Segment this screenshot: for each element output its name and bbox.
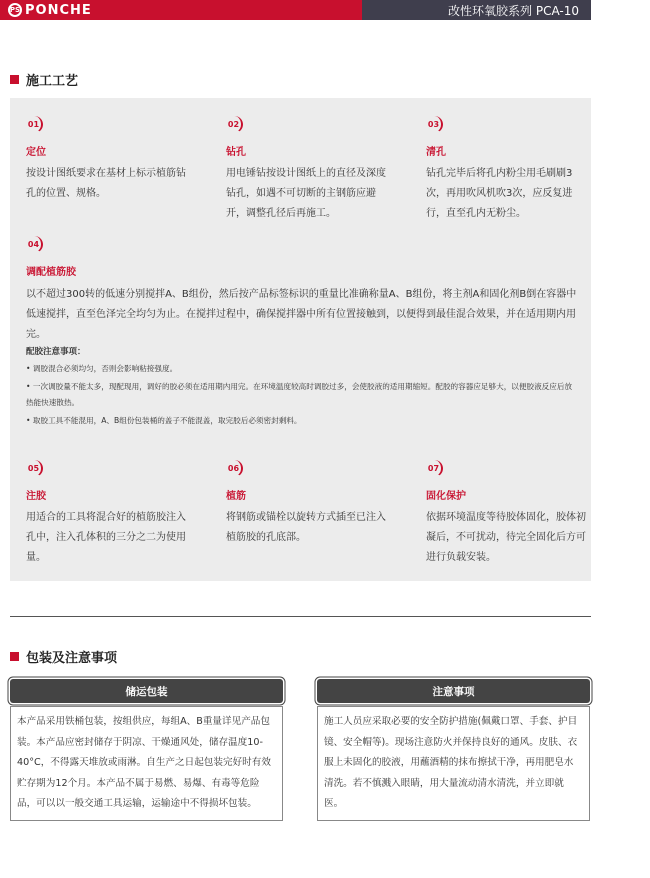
mix-notes-title: 配胶注意事项： (26, 347, 86, 357)
step-title: 钻孔 (226, 147, 246, 158)
caution-box-body: 施工人员应采取必要的安全防护措施(佩戴口罩、手套、护目镜、安全帽等)。现场注意防火并保持良好的通风。皮肤、衣服上未固化的胶液，用蘸酒精的抹布擦拭干净，再用肥皂水清洗。若不慎溅入眼睛，用大量流动清水清洗，并立即就医。 (317, 706, 590, 821)
step-04-body: 以不超过300转的低速分别搅拌A、B组份，然后按产品标签标识的重量比准确称量A、B组份，将主剂A和固化剂B倒在容器中低速搅拌，直至色泽完全均匀为止。在搅拌过程中，确保搅拌器中所有位置接触到，以便得到最佳混合效果，并在适用期内用完。 (26, 289, 577, 340)
header-brand-bar (0, 0, 362, 20)
header-series: 改性环氧胶系列 PCA-10 (362, 0, 591, 20)
step-number-badge: 01 (26, 116, 43, 133)
step-01 (26, 116, 186, 204)
storage-box-title: 储运包装 (10, 679, 283, 703)
step-02 (226, 116, 386, 224)
step-number-badge: 07 (426, 460, 443, 477)
step-number-badge: 02 (226, 116, 243, 133)
mix-note-item: • 一次调胶量不能太多，现配现用，调好的胶必须在适用期内用完。在环境温度较高时调胶过多，会使胶液的适用期缩短。配胶的容器应足够大，以便胶液反应后放热能快速散热。 (26, 382, 573, 407)
section-marker-icon (10, 652, 19, 661)
section-marker-icon (10, 75, 19, 84)
section-title-packaging (10, 647, 117, 666)
section-title-text: 包装及注意事项 (26, 651, 118, 666)
step-title: 注胶 (26, 491, 46, 502)
brand-name: PONCHE (25, 2, 92, 18)
mix-note-item: • 取胶工具不能混用，A、B组份包装桶的盖子不能混盖，取完胶后必须密封剩料。 (26, 416, 302, 425)
step-number-badge: 03 (426, 116, 443, 133)
step-body: 用电锤钻按设计图纸上的直径及深度钻孔，如遇不可切断的主钢筋应避开，调整孔径后再施工。 (226, 168, 386, 219)
step-06 (226, 460, 386, 548)
step-body: 用适合的工具将混合好的植筋胶注入孔中，注入孔体积的三分之二为使用量。 (26, 512, 186, 563)
section-divider (10, 616, 591, 617)
step-03 (426, 116, 586, 224)
step-title: 固化保护 (426, 491, 466, 502)
step-title: 调配植筋胶 (26, 267, 76, 278)
step-07 (426, 460, 586, 568)
brand-logo-icon: PS (8, 3, 22, 17)
section-title-text: 施工工艺 (26, 74, 79, 89)
storage-box (10, 679, 283, 821)
step-number-badge: 06 (226, 460, 243, 477)
step-number-badge: 04 (26, 236, 43, 253)
step-04 (26, 236, 576, 278)
step-05 (26, 460, 186, 568)
process-panel (10, 98, 591, 581)
step-title: 清孔 (426, 147, 446, 158)
step-body: 依据环境温度等待胶体固化，胶体初凝后，不可扰动，待完全固化后方可进行负载安装。 (426, 512, 586, 563)
step-body: 按设计图纸要求在基材上标示植筋钻孔的位置、规格。 (26, 168, 186, 199)
step-body: 钻孔完毕后将孔内粉尘用毛刷刷3次，再用吹风机吹3次，应反复进行，直至孔内无粉尘。 (426, 168, 573, 219)
caution-box-title: 注意事项 (317, 679, 590, 703)
section-title-process (10, 70, 78, 89)
storage-box-body: 本产品采用铁桶包装，按组供应，每组A、B重量详见产品包装。本产品应密封储存于阴凉、干燥通风处，储存温度10-40°C，不得露天堆放或雨淋。自生产之日起包装完好时有效贮存期为12个月。本产品不属于易燃、易爆、有毒等危险品，可以以一般交通工具运输，运输途中不得损坏包装。 (10, 706, 283, 821)
step-title: 定位 (26, 147, 46, 158)
caution-box (317, 679, 590, 821)
mix-note-item: • 调胶混合必须均匀，否则会影响粘接强度。 (26, 364, 178, 373)
step-body: 将钢筋或锚栓以旋转方式插至已注入植筋胶的孔底部。 (226, 512, 386, 543)
step-number-badge: 05 (26, 460, 43, 477)
step-title: 植筋 (226, 491, 246, 502)
